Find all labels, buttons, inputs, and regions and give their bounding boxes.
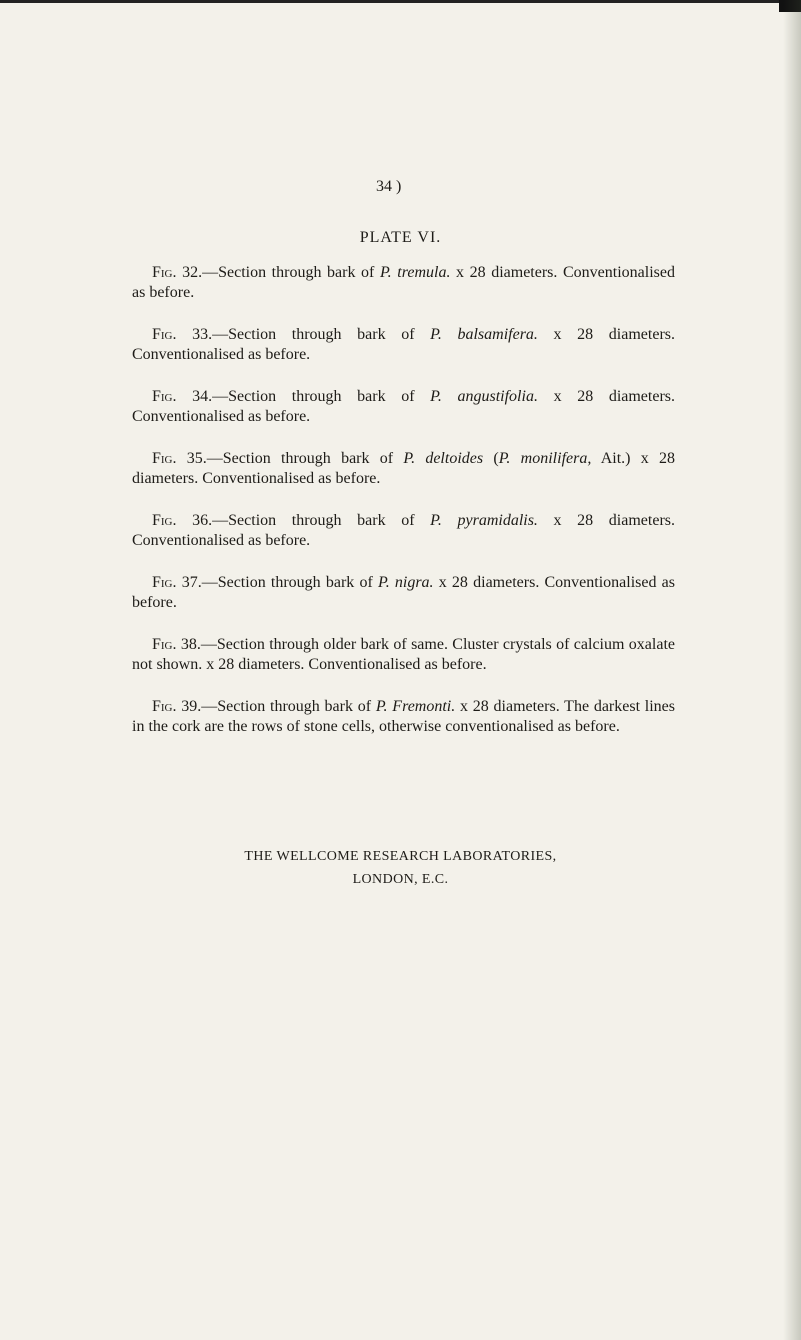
caption-label: Fig. 38.: [152, 636, 201, 653]
caption-fig-32: Fig. 32.—Section through bark of P. tremula. x 28 diameters. Conventionalised as before.: [132, 264, 675, 301]
publisher-imprint: [0, 845, 801, 891]
caption-label: Fig. 33.: [152, 326, 213, 343]
caption-label: Fig. 35.: [152, 450, 207, 467]
caption-fig-36: Fig. 36.—Section through bark of P. pyramidalis. x 28 diameters. Conventionalised as before.: [132, 512, 675, 549]
page-edge-shadow: [783, 0, 801, 1340]
figure-captions: [132, 263, 675, 759]
imprint-line-1: THE WELLCOME RESEARCH LABORATORIES,: [244, 849, 557, 864]
caption-label: Fig. 36.: [152, 512, 213, 529]
caption-label: Fig. 32.: [152, 264, 203, 281]
caption-fig-35: Fig. 35.—Section through bark of P. deltoides (P. monilifera, Ait.) x 28 diameters. Conventionalised as before.: [132, 450, 676, 487]
caption-fig-37: Fig. 37.—Section through bark of P. nigra. x 28 diameters. Conventionalised as before.: [132, 574, 676, 611]
plate-title: PLATE VI.: [359, 229, 442, 246]
caption-label: Fig. 37.: [152, 574, 202, 591]
top-edge-rule: [0, 0, 801, 3]
caption-fig-34: Fig. 34.—Section through bark of P. angustifolia. x 28 diameters. Conventionalised as before.: [132, 388, 676, 425]
page-number: 34 ): [376, 178, 402, 195]
caption-fig-38: Fig. 38.—Section through older bark of same. Cluster crystals of calcium oxalate not shown. x 28 diameters. Conventionalised as before.: [132, 636, 675, 673]
caption-fig-39: Fig. 39.—Section through bark of P. Fremonti. x 28 diameters. The darkest lines in the cork are the rows of stone cells, otherwise conventionalised as before.: [132, 698, 675, 735]
caption-label: Fig. 34.: [152, 388, 213, 405]
caption-fig-33: Fig. 33.—Section through bark of P. balsamifera. x 28 diameters. Conventionalised as before.: [132, 326, 675, 363]
caption-label: Fig. 39.: [152, 698, 202, 715]
imprint-line-2: LONDON, E.C.: [352, 872, 449, 887]
